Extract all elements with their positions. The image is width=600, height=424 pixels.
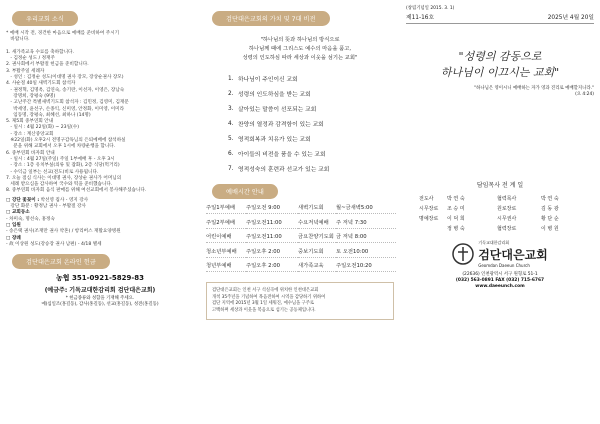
news-column — [0, 0, 200, 424]
senior-pastor: 담임목사 전 계 일 — [476, 182, 524, 189]
vision-item: 1. 하나님이 주인이신 교회 — [228, 75, 298, 83]
news-sub-2: □ 교회동소 - 차미숙, 명선숙, 홍정숙 — [6, 210, 55, 222]
vision-title: 검단대은교회의 가치 및 7대 비전 — [212, 11, 330, 26]
news-text: * 예배 시작 전, 경건한 마음으로 예배를 준비하여 주시기 바랍니다. 1. 새가족교육 수료를 축하합니다. - 김정순 성도 / 정재주 2. 권사회에서 부활절 헌금을 준비합니다. 3. 부활주일 세례자 - 성인 : 김정순 성도(이대명 권사 장모, 장상순권사 장모) 4. 사순절 40일 새벽기도회 참석자 - 권정혁, 김명옥, 김연숙, 송기란, 이선자, 이영은, 장남숙 장명희, 장평숙 (9명) - 고난주간 특별새벽기도회 참석자 : 김민정, 김영미, 김재문 박세영, 윤선구, 손종익, 신미영, 안정화, 이미영, 이미라 임동명, 장평숙, 최혜선, 최하나 (14명) 5. 제5회 중부연회 안내 - 일시 : 4월 22일(화) ~ 23일(수) - 장소 : 계산중앙교회 ※22일(화) 오후2시 전명구감독님의 은퇴예배에 참석하실 분을 위해 교회에서 오후 1시에 차량운행을 합니다. 6. 중부연회 바자회 안내 - 일시 : 4월 27일(주일) 주일 1부예배 후 - 오후 3시 - 장소 : 1층 유치부실(의류 및 잡화), 2층 식당(먹거리) - 수익금 일부는 선교(전도)비로 사용됩니다. 7. 오늘 점심 식사는 이대명 권사, 장상순 권사가 어머님의 세례 받으심을 감사하여 국수와 떡을 준비했습니다. 8. 중부연회 바자회 음식 판매를 위해 여선교회에서 봉사해주셨습니다. — [6, 31, 147, 194]
church-name-en: Geomdan Daeeun Church — [478, 263, 530, 268]
church-name: 검단대은교회 — [478, 248, 548, 262]
online-offering-title: 검단대은교회 온라인 헌금 — [12, 254, 110, 269]
address: (22636) 인천광역시 서구 원형로 51-1 — [462, 272, 538, 277]
news-title: 우리교회 소식 — [12, 11, 78, 26]
vision-column — [200, 0, 400, 424]
vision-item: 7. 영적성숙의 훈련과 선교가 있는 교회 — [228, 165, 330, 173]
vision-list — [206, 71, 394, 176]
vision-item: 2. 성령의 인도하심을 받는 교회 — [228, 90, 311, 98]
vision-item: 6. 아이들의 비전을 품을 수 있는 교회 — [228, 150, 326, 158]
bank-account: 농협 351-0921-5829-83 — [56, 274, 144, 283]
church-logo-icon — [452, 243, 474, 265]
church-logo-block — [406, 240, 594, 268]
bank-holder: (예금주: 기독교대한감리회 검단대은교회) — [44, 287, 156, 295]
issue-row — [406, 12, 594, 21]
vision-intro: "하나님의 뜻과 하나님의 방식으로 하나님께 때에 그리스도 예수의 마음을 품고, 성령의 인도하심 따라 세상과 이웃을 섬기는 교회" — [242, 37, 358, 61]
founded-date: (창립기념일 2015. 3. 1) — [406, 6, 455, 11]
bible-verse: "하나님은 영이시니 예배하는 자가 영과 진리로 예배할지니라." (요 4:24) — [474, 86, 594, 97]
phone: (032) 563-0891 FAX (032) 715-6767 — [455, 278, 545, 283]
vision-item: 3. 살아있는 말씀이 선포되는 교회 — [228, 105, 317, 113]
worship-table: 주일1부예배 주일오전 9:00 새벽기도회 월~금새벽5:00 주일2부예배 주일오전11:00 수요저녁예배 주 저녁 7:30 어린이예배 주일오전11:00 금요찬양기도회 금 저녁 8:00 청소년부예배 주일오후 2:00 중보기도회 토 오전10:00 청년부예배 주일오후 2:00 새가족교육 주일오전10:20 — [206, 203, 394, 272]
motto: "성령의 감동으로 하나님이 이끄시는 교회" — [440, 50, 560, 79]
bank-types: 예)십일조(홍길동), 감사(홍길동), 선교(홍길동), 성전(홍길동) — [41, 302, 159, 308]
news-sub-1: □ 강단 꽃꽂이 : 박선영 집사 - 영지 강사 강단 화분 : 황정남 권사 - 부활절 강사 — [6, 197, 89, 210]
vision-item: 5. 영적회복과 치유가 있는 교회 — [228, 135, 311, 143]
staff-table: 전도사 박 연 숙 협력목사 박 연 숙 시무장로 조 승 미 원로장로 김 동 광 명예장로 이 덕 희 시무권사 황 단 순 정 병 숙 협력장로 이 병 원 — [419, 196, 559, 232]
news-sub-4: □ 장례 - 故 이상원 성도(강승장 권사 남편) - 4/18 별세 — [6, 235, 102, 247]
bank-note: * 헌금종류와 성함을 기재해 주세요. — [65, 296, 135, 302]
vision-item: 4. 찬양의 열정과 감격함이 있는 교회 — [228, 120, 324, 128]
website: www.daeeunch.com — [475, 284, 525, 289]
about-church: 검단대은교회는 인천 서구 석실곡에 위치한 인천대은교회 개척 35주년을 기념하여 목음전하여 시역을 감당하기 위하여 검단 지역에 2015년 3월 1일 세워진, 예수님을 구주로 고백하며 세상과 이웃을 복음으로 섬기는 공동체입니다. — [206, 282, 394, 320]
cover-column — [400, 0, 600, 424]
worship-title: 예배시간 안내 — [212, 184, 278, 199]
denomination: 기독교대한감리회 — [478, 240, 510, 245]
volume: 제11-16호 — [406, 15, 435, 21]
news-sub-3: □ 입원 - 송은택 권사(조재만 권사 약혼) / 항리버스 재활요양병원 — [6, 222, 121, 235]
issue-date: 2025년 4월 20일 — [547, 15, 594, 21]
